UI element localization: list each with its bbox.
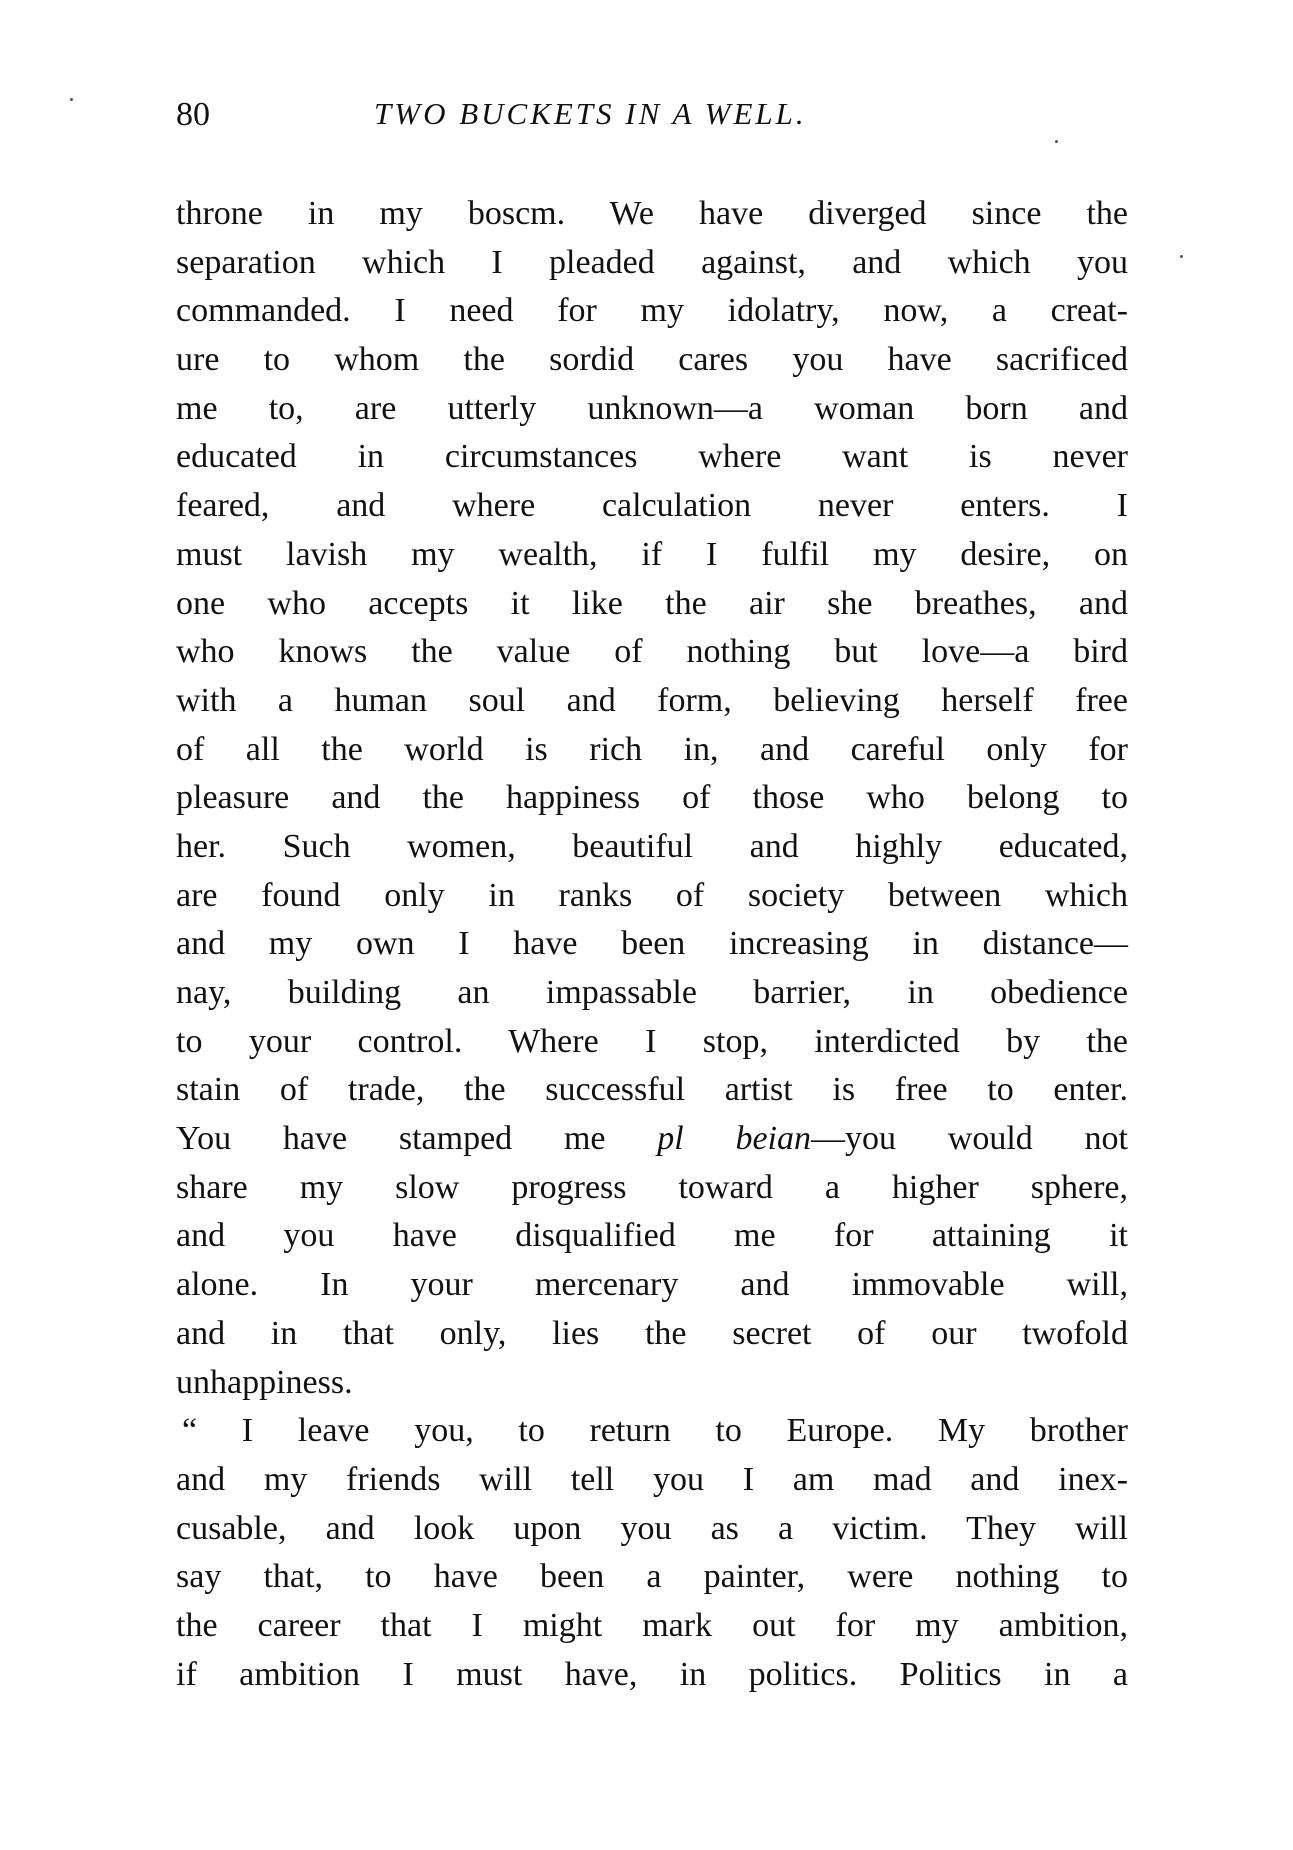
text-line: educated in circumstances where want is never — [176, 438, 1128, 476]
text-line: to your control. Where I stop, interdicted by the — [176, 1022, 1128, 1060]
paragraph-last-line: unhappiness. — [176, 1363, 353, 1401]
running-title: TWO BUCKETS IN A WELL. — [374, 96, 807, 131]
text-line: of all the world is rich in, and careful only for — [176, 730, 1128, 768]
text-line: must lavish my wealth, if I fulfil my desire, on — [176, 535, 1128, 573]
text-line: “ I leave you, to return to Europe. My brother — [182, 1412, 1128, 1450]
text-line: me to, are utterly unknown—a woman born and — [176, 389, 1128, 427]
text-line: commanded. I need for my idolatry, now, a creat- — [176, 292, 1128, 330]
italic-word: pl beian — [657, 1120, 812, 1158]
text-line: who knows the value of nothing but love—a bird — [176, 633, 1128, 671]
text-line: are found only in ranks of society between which — [176, 876, 1128, 914]
text-line: ure to whom the sordid cares you have sacrificed — [176, 341, 1128, 379]
text-line: and in that only, lies the secret of our twofold — [176, 1314, 1128, 1352]
text-line: one who accepts it like the air she breathes, and — [176, 584, 1128, 622]
scan-speck — [1180, 255, 1183, 258]
text-line: feared, and where calculation never enters. I — [176, 487, 1128, 525]
text-line-plebeian — [176, 1115, 1128, 1164]
text-line: nay, building an impassable barrier, in obedience — [176, 974, 1128, 1011]
scan-speck — [70, 98, 73, 101]
text-line: and my friends will tell you I am mad and inex- — [176, 1460, 1128, 1498]
text-line: the career that I might mark out for my ambition, — [176, 1606, 1128, 1644]
text-segment: You have stamped me — [176, 1120, 658, 1158]
text-line: say that, to have been a painter, were nothing to — [176, 1558, 1128, 1596]
text-line: if ambition I must have, in politics. Politics in a — [176, 1655, 1128, 1693]
page-header — [176, 96, 1128, 140]
text-line: alone. In your mercenary and immovable will, — [176, 1266, 1128, 1304]
text-line: her. Such women, beautiful and highly educated, — [176, 827, 1128, 865]
scan-speck — [1055, 140, 1058, 143]
text-line: throne in my boscm. We have diverged since the — [176, 195, 1128, 232]
text-line: cusable, and look upon you as a victim. They will — [176, 1509, 1128, 1547]
text-segment: —you would not — [811, 1120, 1128, 1158]
page-number: 80 — [176, 96, 210, 133]
text-line: pleasure and the happiness of those who belong to — [176, 779, 1128, 817]
text-line: stain of trade, the successful artist is free to enter. — [176, 1071, 1128, 1109]
text-line: and you have disqualified me for attaining it — [176, 1217, 1128, 1255]
text-line: share my slow progress toward a higher sphere, — [176, 1168, 1128, 1206]
text-line: with a human soul and form, believing herself free — [176, 681, 1128, 719]
text-line: and my own I have been increasing in distance— — [176, 925, 1128, 963]
text-line: separation which I pleaded against, and which you — [176, 243, 1128, 281]
body-text — [176, 190, 1128, 1699]
